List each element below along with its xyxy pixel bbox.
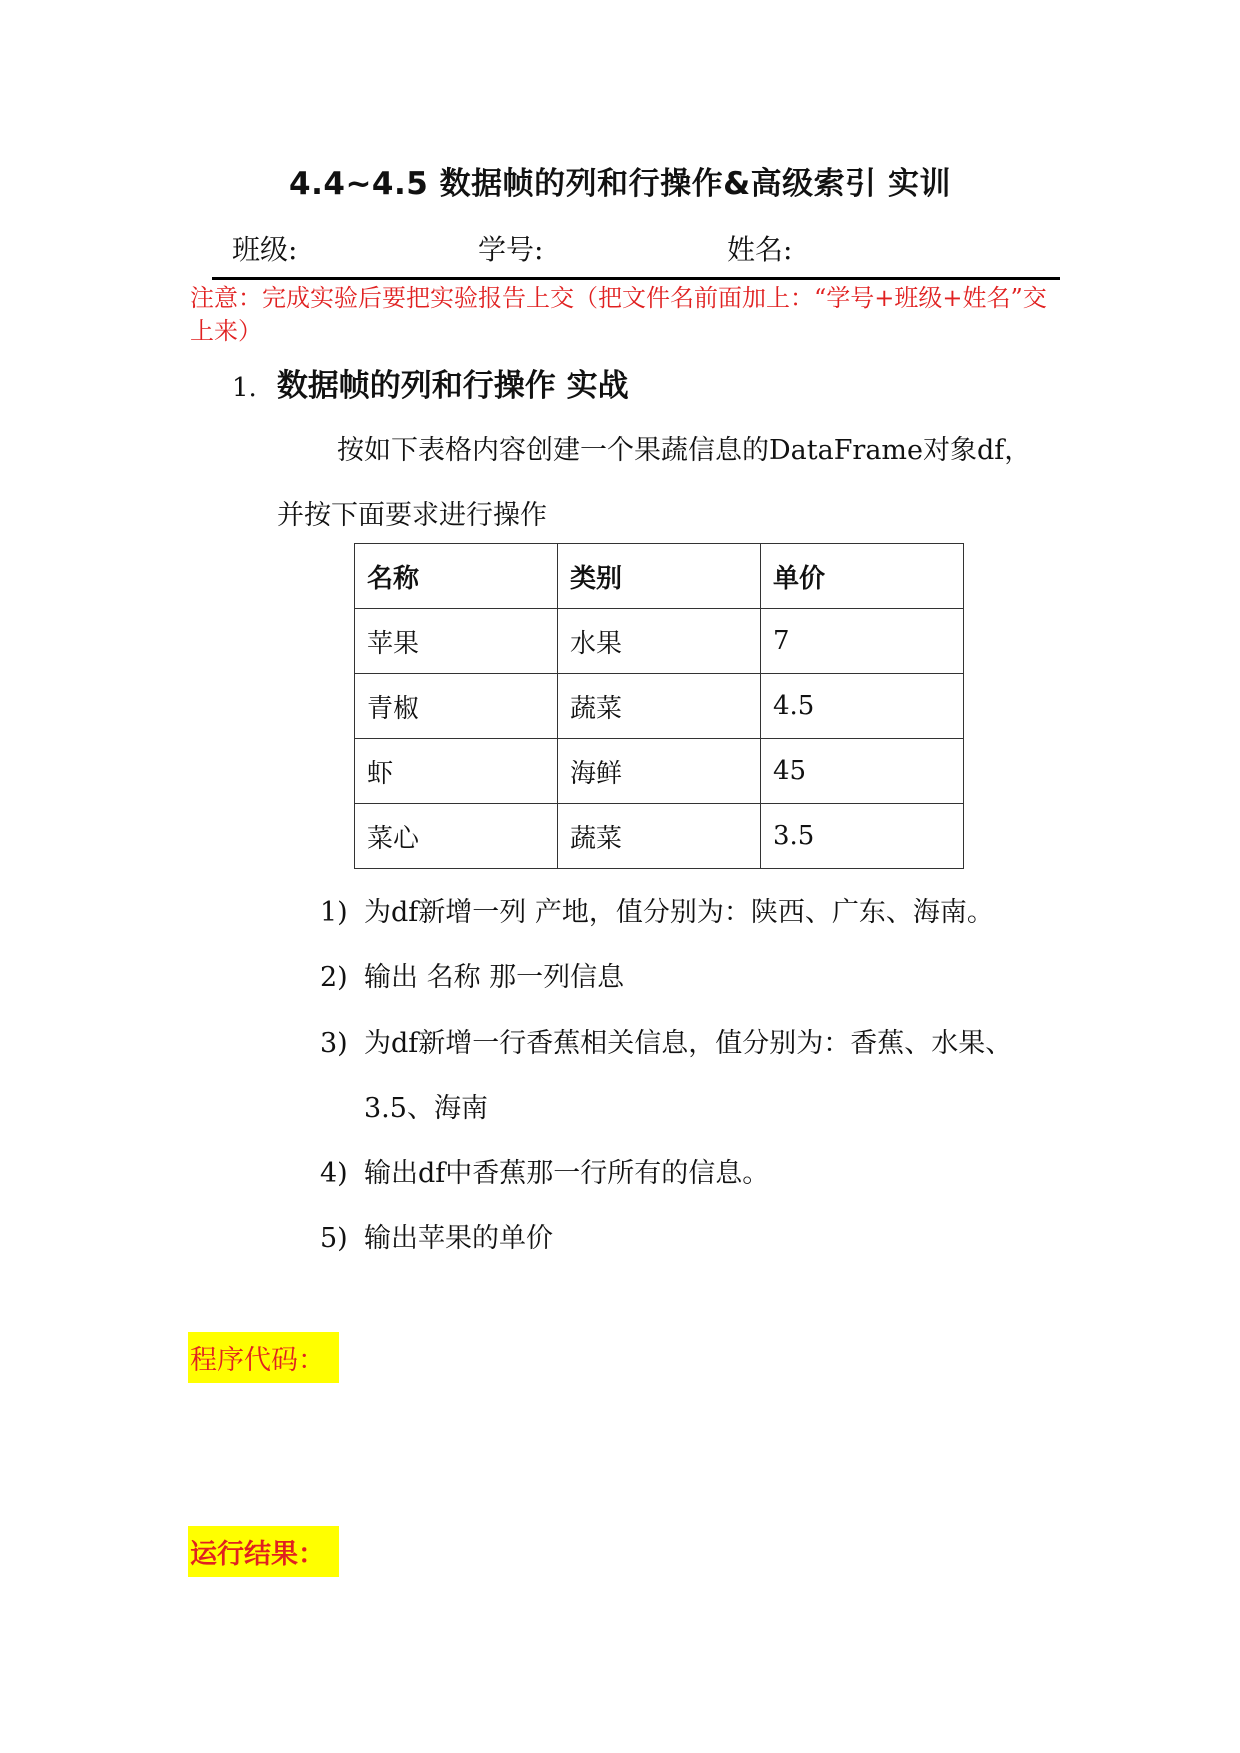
table-cell: 虾	[355, 739, 558, 804]
table-row	[355, 674, 964, 739]
section-number: 1.	[232, 373, 257, 403]
table-cell: 水果	[558, 609, 761, 674]
table-cell: 3.5	[761, 804, 964, 869]
task-text-continued: 3.5、海南	[364, 1093, 488, 1124]
name-label: 姓名:	[727, 233, 793, 266]
header-divider	[212, 277, 1060, 280]
table-header-row	[355, 544, 964, 609]
task-text: 输出df中香蕉那一行所有的信息。	[364, 1158, 770, 1189]
task-text: 输出苹果的单价	[364, 1223, 553, 1254]
task-number: 2)	[320, 962, 348, 993]
class-label: 班级:	[232, 233, 298, 266]
table-row	[355, 739, 964, 804]
table-cell: 7	[761, 609, 964, 674]
result-section-label: 运行结果：	[188, 1526, 339, 1577]
task-item	[320, 955, 624, 994]
produce-table	[354, 543, 964, 869]
table-cell: 蔬菜	[558, 674, 761, 739]
task-text: 输出 名称 那一列信息	[364, 962, 625, 993]
table-row	[355, 804, 964, 869]
code-section-label: 程序代码：	[188, 1332, 339, 1383]
table-cell: 海鲜	[558, 739, 761, 804]
table-cell: 45	[761, 739, 964, 804]
header-category: 类别	[558, 544, 761, 609]
task-number: 3)	[320, 1028, 348, 1059]
intro-line-1: 按如下表格内容创建一个果蔬信息的DataFrame对象df，	[337, 435, 1032, 466]
table-cell: 蔬菜	[558, 804, 761, 869]
table-cell: 苹果	[355, 609, 558, 674]
table-cell: 菜心	[355, 804, 558, 869]
task-item	[320, 1151, 769, 1190]
task-text: 为df新增一行香蕉相关信息，值分别为：香蕉、水果、	[364, 1028, 1013, 1059]
table-cell: 4.5	[761, 674, 964, 739]
task-item	[320, 890, 994, 929]
task-item	[320, 1021, 1012, 1060]
section-heading	[232, 360, 629, 405]
task-number: 4)	[320, 1158, 348, 1189]
table-row	[355, 609, 964, 674]
document-title: 4.4~4.5 数据帧的列和行操作&高级索引 实训	[289, 166, 951, 202]
task-text: 为df新增一列 产地，值分别为：陕西、广东、海南。	[364, 897, 994, 928]
table-cell: 青椒	[355, 674, 558, 739]
task-number: 1)	[320, 897, 348, 928]
header-name: 名称	[355, 544, 558, 609]
section-title: 数据帧的列和行操作 实战	[276, 368, 629, 404]
task-item	[320, 1216, 553, 1255]
submission-notice: 注意：完成实验后要把实验报告上交（把文件名前面加上：“学号+班级+姓名”交上来）	[190, 284, 1047, 345]
student-id-label: 学号:	[478, 233, 544, 266]
header-price: 单价	[761, 544, 964, 609]
task-number: 5)	[320, 1223, 348, 1254]
intro-line-2: 并按下面要求进行操作	[277, 500, 547, 531]
